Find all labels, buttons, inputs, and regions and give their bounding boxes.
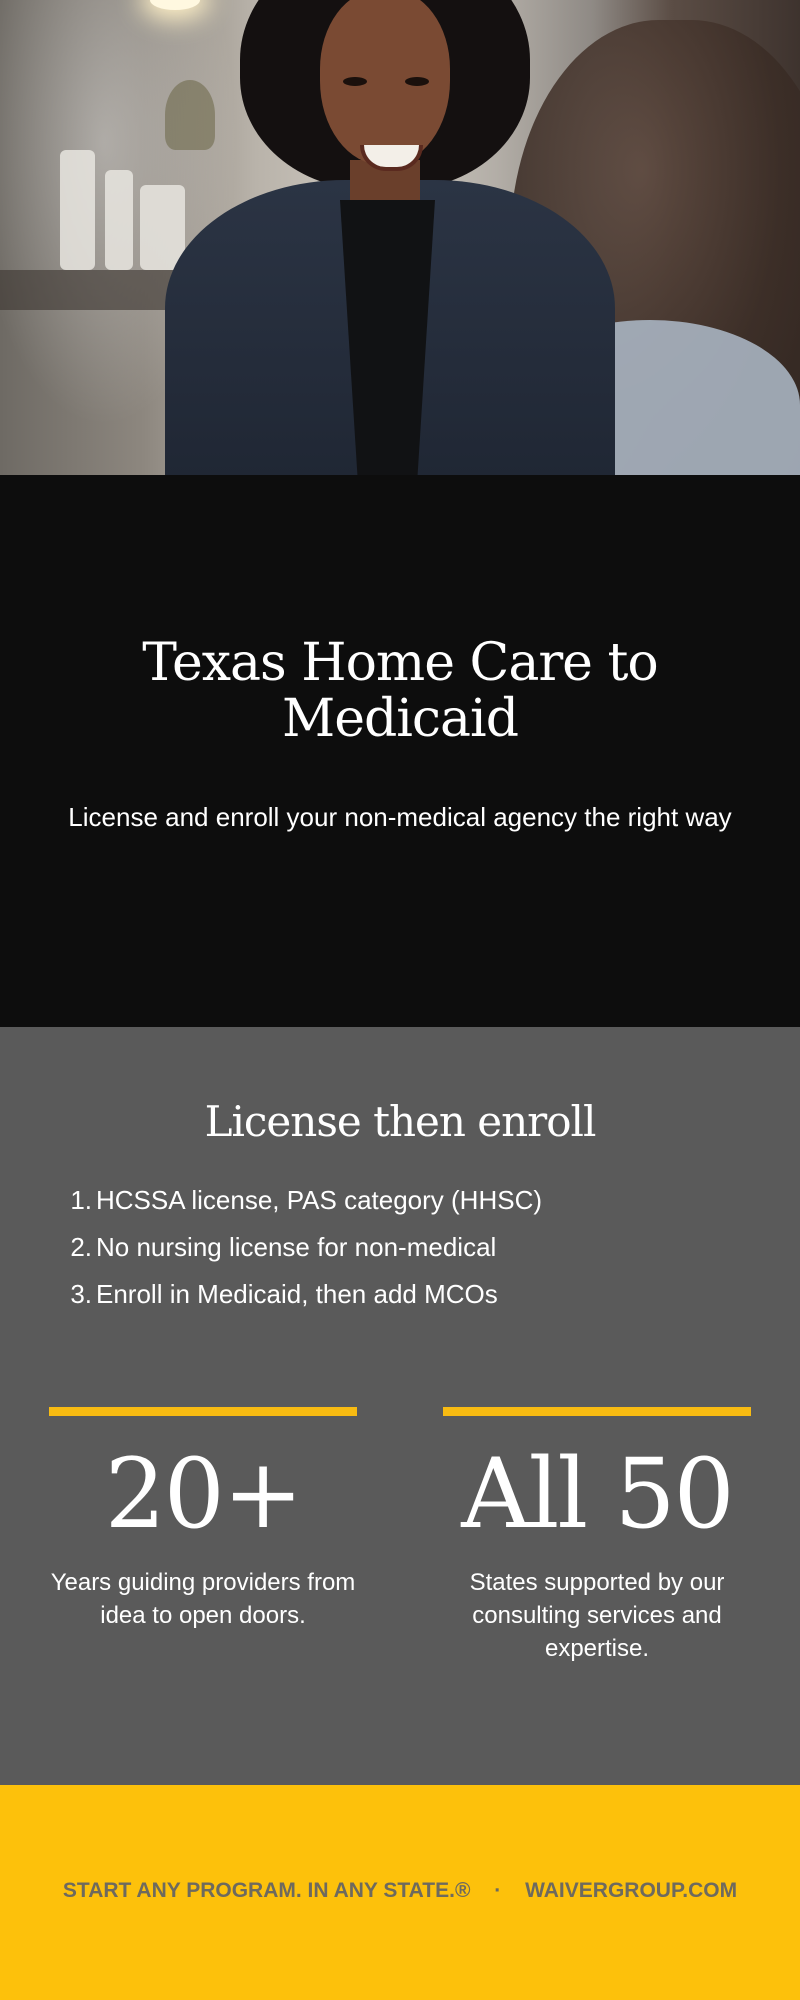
footer-website-link[interactable]: WAIVERGROUP.COM xyxy=(525,1879,738,1902)
stat-description: States supported by our consulting services and expertise. xyxy=(469,1569,725,1662)
stat-years xyxy=(49,1407,357,1632)
step-text: Enroll in Medicaid, then add MCOs xyxy=(96,1279,498,1309)
stat-accent-bar xyxy=(49,1407,357,1416)
stat-accent-bar xyxy=(443,1407,751,1416)
footer-separator: · xyxy=(494,1879,502,1902)
footer-banner xyxy=(0,1785,800,2000)
step-number: 3. xyxy=(70,1279,92,1309)
footer-tagline: START ANY PROGRAM. IN ANY STATE.® xyxy=(62,1879,471,1902)
steps-section xyxy=(0,1027,800,1785)
step-number: 1. xyxy=(70,1185,92,1215)
steps-heading: License then enroll xyxy=(204,1097,596,1146)
stat-description: Years guiding providers from idea to open doors. xyxy=(50,1569,356,1629)
page-title: Texas Home Care to Medicaid xyxy=(142,633,658,749)
steps-list xyxy=(60,1177,710,1318)
footer-line xyxy=(0,1877,800,1905)
stat-value: All 50 xyxy=(461,1438,733,1550)
hero-photo xyxy=(0,0,800,475)
step-text: HCSSA license, PAS category (HHSC) xyxy=(96,1185,542,1215)
list-item xyxy=(60,1177,710,1224)
page-subtitle: License and enroll your non-medical agency the right way xyxy=(68,802,732,832)
stat-value: 20+ xyxy=(104,1438,302,1550)
step-number: 2. xyxy=(70,1232,92,1262)
step-text: No nursing license for non-medical xyxy=(96,1232,497,1262)
list-item xyxy=(60,1271,710,1318)
list-item xyxy=(60,1224,710,1271)
stat-states xyxy=(443,1407,751,1665)
headline-section xyxy=(0,475,800,1027)
